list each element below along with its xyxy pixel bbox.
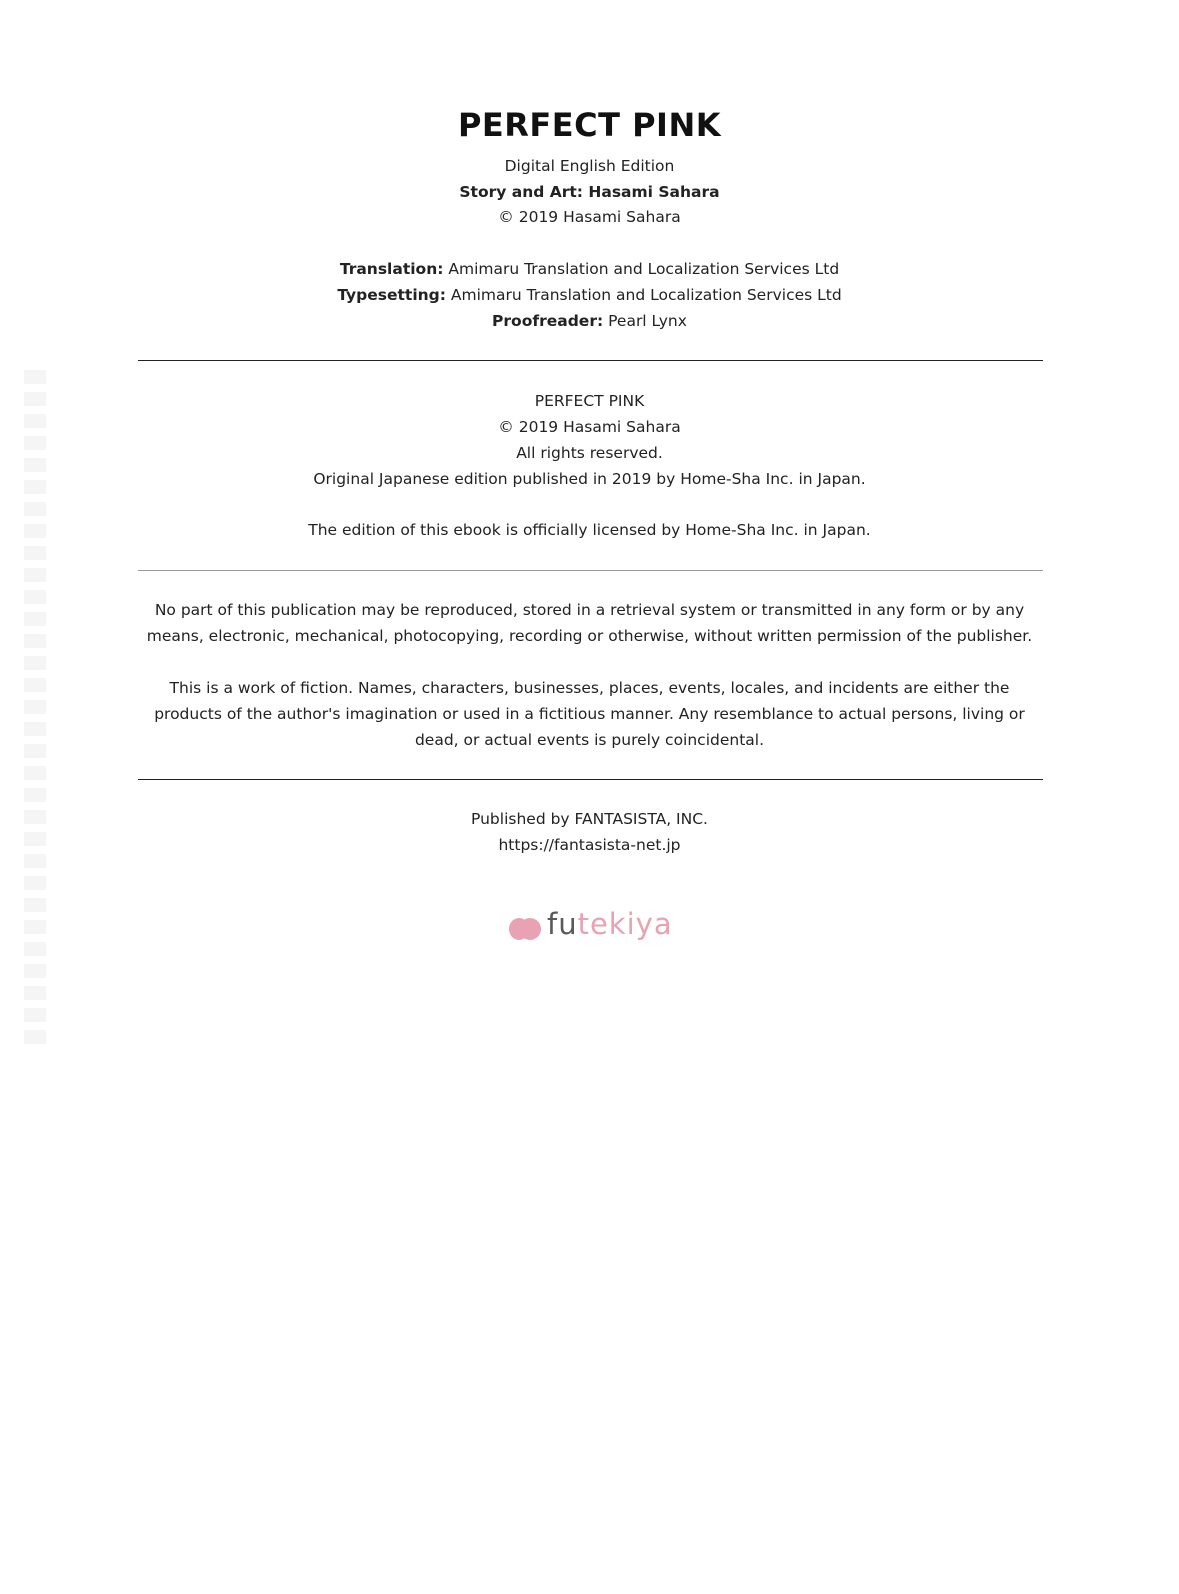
original-edition-note: Original Japanese edition published in 2019 by Home-Sha Inc. in Japan. <box>313 470 866 488</box>
original-copyright: © 2019 Hasami Sahara <box>498 418 681 436</box>
rights-reserved: All rights reserved. <box>516 444 663 462</box>
copyright-line: © 2019 Hasami Sahara <box>498 208 681 226</box>
credit-label: Translation: <box>339 260 444 278</box>
credit-value: Amimaru Translation and Localization Services Ltd <box>450 286 842 304</box>
pink-blob-icon <box>509 917 541 941</box>
credit-typesetting <box>0 285 1179 305</box>
divider-1 <box>138 360 1043 361</box>
credit-label: Proofreader: <box>492 312 604 330</box>
book-title: PERFECT PINK <box>457 106 722 144</box>
logo-text-pink: tekiya <box>577 907 673 941</box>
credit-translation <box>0 259 1179 279</box>
fiction-line-3: dead, or actual events is purely coincidental. <box>414 731 765 749</box>
credit-value: Pearl Lynx <box>608 312 687 330</box>
divider-2 <box>138 570 1043 571</box>
credit-proofreader <box>0 311 1179 331</box>
publisher-url[interactable]: https://fantasista-net.jp <box>498 836 681 854</box>
story-art-line: Story and Art: Hasami Sahara <box>459 183 720 201</box>
credit-label: Typesetting: <box>337 286 446 304</box>
futekiya-logo <box>509 909 679 949</box>
divider-3 <box>138 779 1043 780</box>
credit-value: Amimaru Translation and Localization Services Ltd <box>448 260 840 278</box>
reproduction-line-1: No part of this publication may be reproduced, stored in a retrieval system or transmitted in any form or by any <box>154 601 1025 619</box>
published-by: Published by FANTASISTA, INC. <box>471 810 708 828</box>
original-title: PERFECT PINK <box>534 392 645 410</box>
license-note: The edition of this ebook is officially licensed by Home-Sha Inc. in Japan. <box>308 521 871 539</box>
edition-line: Digital English Edition <box>504 157 675 175</box>
logo-wordmark <box>547 907 673 941</box>
reproduction-line-2: means, electronic, mechanical, photocopying, recording or otherwise, without written permission of the publisher. <box>146 627 1033 645</box>
fiction-line-2: products of the author's imagination or used in a fictitious manner. Any resemblance to actual persons, living or <box>154 705 1025 723</box>
logo-text-dark: fu <box>547 907 578 941</box>
fiction-line-1: This is a work of fiction. Names, characters, businesses, places, events, locales, and incidents are either the <box>169 679 1010 697</box>
